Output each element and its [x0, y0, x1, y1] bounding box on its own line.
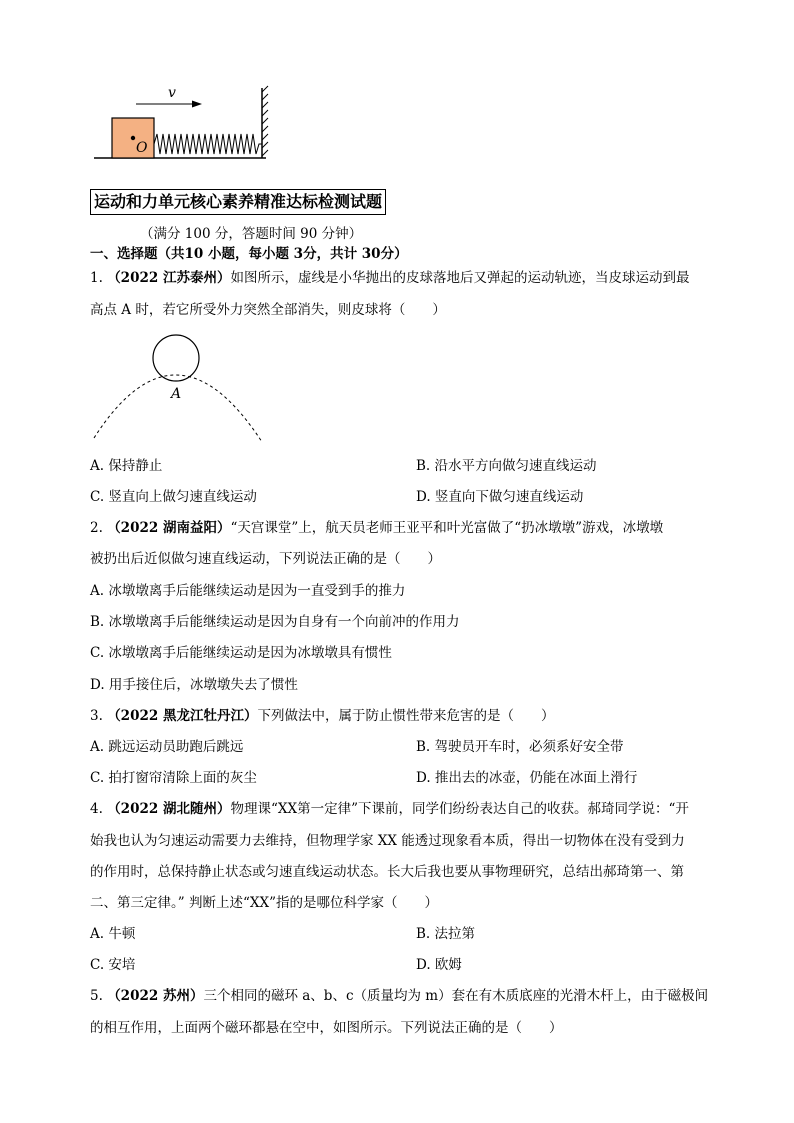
question-number: 2.	[90, 520, 103, 536]
q2-option-c: C. 冰墩墩离手后能继续运动是因为冰墩墩具有惯性	[90, 645, 392, 661]
q1-option-d: D. 竖直向下做匀速直线运动	[416, 489, 584, 505]
q3-option-a: A. 跳远运动员助跑后跳远	[90, 739, 244, 755]
question-2	[90, 518, 663, 538]
q1-option-c: C. 竖直向上做匀速直线运动	[90, 489, 257, 505]
question-2-line2: 被扔出后近似做匀速直线运动，下列说法正确的是（ ）	[90, 551, 441, 567]
question-4-line4: 二、第三定律。” 判断上述“XX”指的是哪位科学家（ ）	[90, 895, 438, 911]
question-source: （2022 苏州）	[107, 988, 204, 1004]
question-4	[90, 799, 689, 819]
question-text: 下列做法中，属于防止惯性带来危害的是（ ）	[257, 708, 555, 724]
q3-option-c: C. 拍打窗帘清除上面的灰尘	[90, 770, 257, 786]
question-number: 3.	[90, 708, 103, 724]
velocity-label: v	[168, 85, 176, 101]
q3-option-b: B. 驾驶员开车时，必须系好安全带	[416, 739, 624, 755]
question-3	[90, 706, 554, 726]
question-5	[90, 986, 708, 1006]
q1-option-a: A. 保持静止	[90, 458, 163, 474]
point-o-label: O	[136, 140, 148, 156]
question-4-line2: 始我也认为匀速运动需要力去维持，但物理学家 XX 能透过现象看本质，得出一切物体在没有受到力	[90, 833, 685, 849]
q2-option-b: B. 冰墩墩离手后能继续运动是因为自身有一个向前冲的作用力	[90, 614, 460, 630]
point-a-label: A	[171, 386, 182, 402]
question-source: （2022 江苏泰州）	[107, 270, 231, 286]
spring-block-figure	[90, 82, 280, 164]
question-text: 如图所示，虚线是小华抛出的皮球落地后又弹起的运动轨迹，当皮球运动到最	[230, 270, 690, 286]
exam-subtitle: （满分 100 分，答题时间 90 分钟）	[140, 226, 363, 242]
question-1	[90, 268, 689, 288]
spring	[154, 134, 262, 154]
question-number: 5.	[90, 988, 103, 1004]
question-number: 4.	[90, 801, 103, 817]
question-source: （2022 湖北随州）	[107, 801, 231, 817]
q3-option-d: D. 推出去的冰壶，仍能在冰面上滑行	[416, 770, 638, 786]
q4-option-a: A. 牛顿	[90, 926, 136, 942]
question-source: （2022 湖南益阳）	[107, 520, 231, 536]
question-text: “天宫课堂”上，航天员老师王亚平和叶光富做了“扔冰墩墩”游戏，冰墩墩	[230, 520, 664, 536]
q4-option-d: D. 欧姆	[416, 957, 462, 973]
question-5-line2: 的相互作用，上面两个磁环都悬在空中，如图所示。下列说法正确的是（ ）	[90, 1020, 563, 1036]
question-4-line3: 的作用时，总保持静止状态或匀速直线运动状态。长大后我也要从事物理研究，总结出郝琦第一、第	[90, 864, 684, 880]
question-number: 1.	[90, 270, 103, 286]
q1-option-b: B. 沿水平方向做匀速直线运动	[416, 458, 597, 474]
q4-option-b: B. 法拉第	[416, 926, 476, 942]
question-text: 三个相同的磁环 a、b、c（质量均为 m）套在有木质底座的光滑木杆上，由于磁极间	[203, 988, 709, 1004]
question-source: （2022 黑龙江牡丹江）	[107, 708, 258, 724]
question-text: 物理课“XX第一定律”下课前，同学们纷纷表达自己的收获。郝琦同学说：“开	[230, 801, 689, 817]
q4-option-c: C. 安培	[90, 957, 136, 973]
q2-option-a: A. 冰墩墩离手后能继续运动是因为一直受到手的推力	[90, 583, 406, 599]
question-1-line2: 高点 A 时，若它所受外力突然全部消失，则皮球将（ ）	[90, 302, 446, 318]
point-o-dot	[131, 136, 135, 140]
q2-option-d: D. 用手接住后，冰墩墩失去了惯性	[90, 677, 298, 693]
section-heading: 一、选择题（共10 小题，每小题 3分，共计 30分）	[90, 246, 408, 262]
ball	[153, 335, 199, 381]
exam-title: 运动和力单元核心素养精准达标检测试题	[90, 189, 386, 215]
